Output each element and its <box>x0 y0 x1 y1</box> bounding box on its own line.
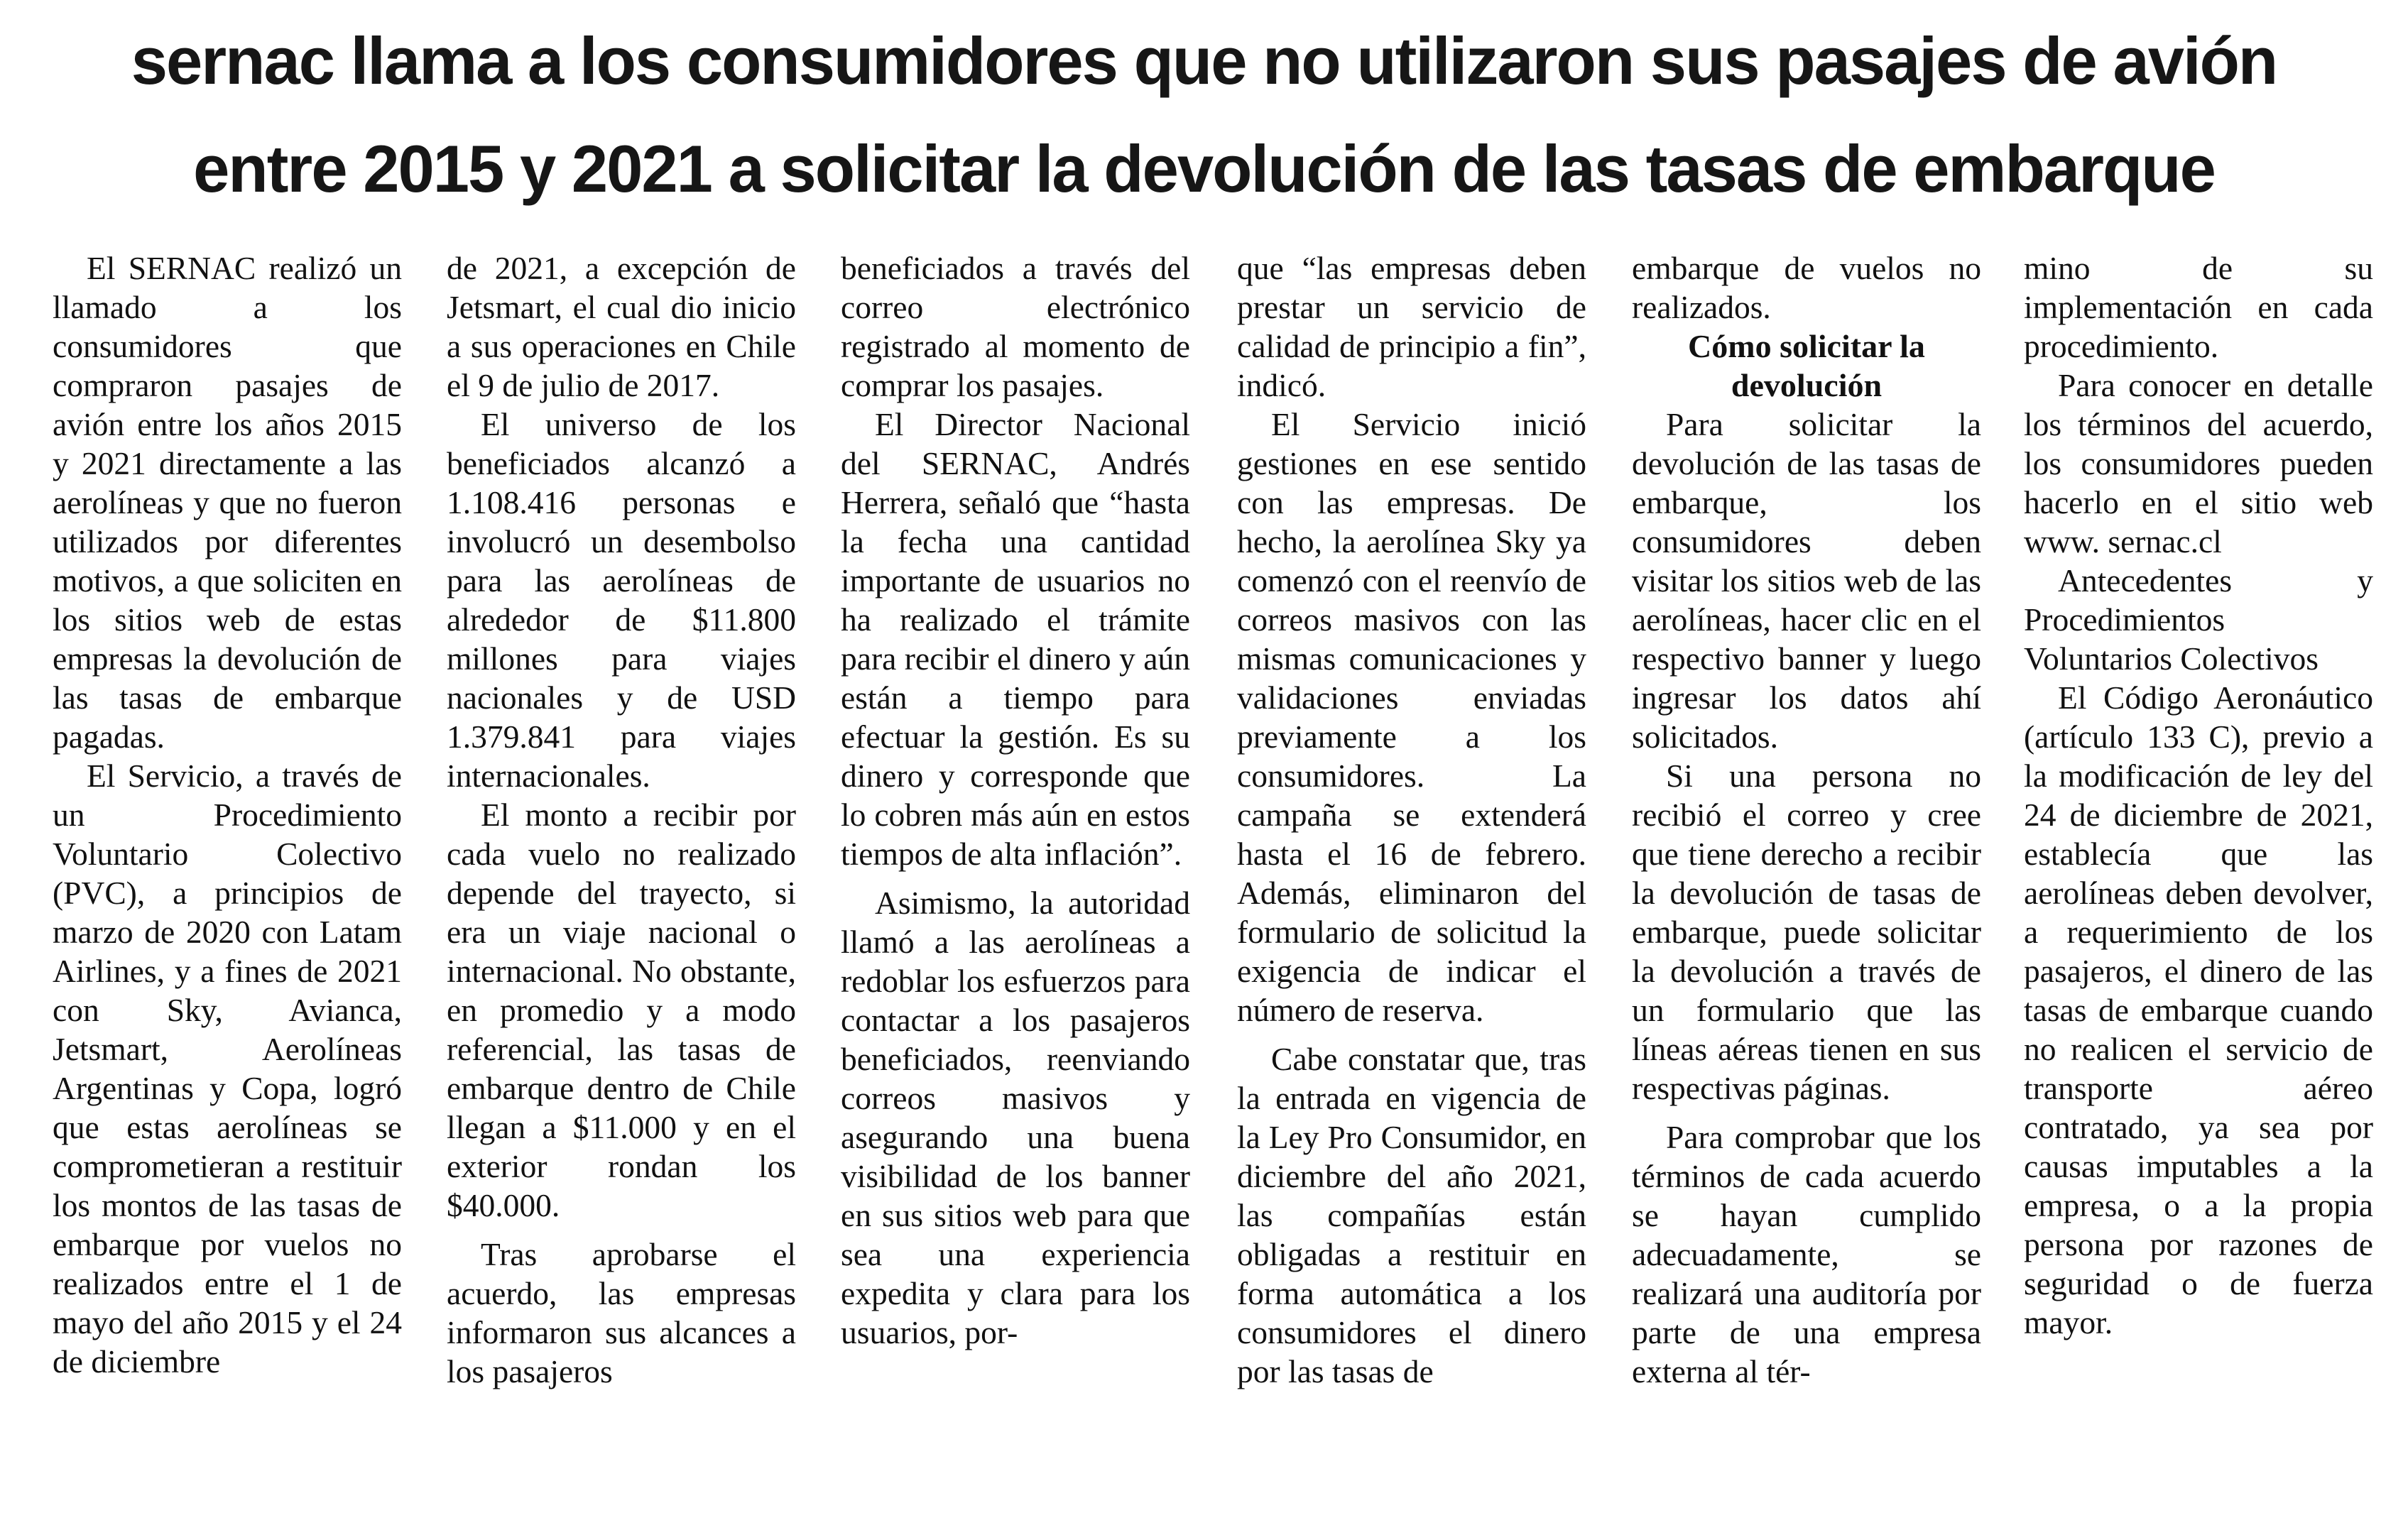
paragraph: Para comprobar que los términos de cada acuerdo se hayan cumplido adecuadamente, se realizará una auditoría por parte de una empresa externa al tér- <box>1632 1119 1981 1389</box>
paragraph-continued: beneficiados a través del correo electrónico registrado al momento de comprar los pasajes. <box>841 250 1190 403</box>
paragraph: Cabe constatar que, tras la entrada en vigencia de la Ley Pro Consumidor, en diciembre del año 2021, las compañías están obligadas a restituir en forma automática a los consumidores el dinero por las tasas de <box>1237 1041 1586 1389</box>
paragraph: El universo de los beneficiados alcanzó a 1.108.416 personas e involucró un desembolso para las aerolíneas de alrededor de $11.800 millones para viajes nacionales y de USD 1.379.841 para viajes internacionales. <box>447 406 796 794</box>
paragraph: Para solicitar la devolución de las tasas de embarque, los consumidores deben visitar los sitios web de las aerolíneas, hacer clic en el respectivo banner y luego ingresar los datos ahí solicitados. <box>1632 406 1981 755</box>
paragraph-continued: mino de su implementación en cada procedimiento. <box>2024 250 2373 364</box>
article-headline <box>57 7 2351 223</box>
paragraph: Asimismo, la autoridad llamó a las aerolíneas a redoblar los esfuerzos para contactar a los pasajeros beneficiados, reenviando correos masivos y asegurando una buena visibilidad de los banner en sus sitios web para que sea una experiencia expedita y clara para los usuarios, por- <box>841 885 1190 1350</box>
paragraph-continued: que “las empresas deben prestar un servicio de calidad de principio a fin”, indicó. <box>1237 250 1586 403</box>
paragraph: El monto a recibir por cada vuelo no realizado depende del trayecto, si era un viaje nacional o internacional. No obstante, en promedio y a modo referencial, las tasas de embarque dentro de Chile llegan a $11.000 y en el exterior rondan los $40.000. <box>447 797 796 1223</box>
paragraph: Tras aprobarse el acuerdo, las empresas informaron sus alcances a los pasajeros <box>447 1236 796 1389</box>
column-4 <box>1237 248 1586 1505</box>
column-5 <box>1632 248 1981 1505</box>
headline-line-2: entre 2015 y 2021 a solicitar la devolución de las tasas de embarque <box>193 131 2215 206</box>
paragraph-continued: embarque de vuelos no realizados. <box>1632 250 1981 325</box>
paragraph: Si una persona no recibió el correo y cree que tiene derecho a recibir la devolución de tasas de embarque, puede solicitar la devolución a través de un formulario que las líneas aéreas tienen en sus respectivas páginas. <box>1632 758 1981 1106</box>
article-body <box>53 248 2371 1505</box>
column-6 <box>2024 248 2373 1505</box>
paragraph: El Servicio, a través de un Procedimiento Voluntario Colectivo (PVC), a principios de marzo de 2020 con Latam Airlines, y a fines de 2021 con Sky, Avianca, Jetsmart, Aerolíneas Argentinas y Copa, logró que estas aerolíneas se comprometieran a restituir los montos de las tasas de embarque por vuelos no realizados entre el 1 de mayo del año 2015 y el 24 de diciembre <box>53 758 402 1380</box>
column-1 <box>53 248 402 1505</box>
paragraph-continued: de 2021, a excepción de Jetsmart, el cual dio inicio a sus operaciones en Chile el 9 de julio de 2017. <box>447 250 796 403</box>
headline-line-1: sernac llama a los consumidores que no utilizaron sus pasajes de avión <box>131 23 2277 98</box>
paragraph: Para conocer en detalle los términos del acuerdo, los consumidores pueden hacerlo en el sitio web www. sernac.cl <box>2024 367 2373 559</box>
section-subheading: Cómo solicitar la devolución <box>1688 328 1925 403</box>
paragraph: El SERNAC realizó un llamado a los consumidores que compraron pasajes de avión entre los años 2015 y 2021 directamente a las aerolíneas y que no fueron utilizados por diferentes motivos, a que soliciten en los sitios web de estas empresas la devolución de las tasas de embarque pagadas. <box>53 250 402 755</box>
paragraph: El Código Aeronáutico (artículo 133 C), previo a la modificación de ley del 24 de diciembre de 2021, establecía que las aerolíneas deben devolver, a requerimiento de los pasajeros, el dinero de las tasas de embarque cuando no realicen el servicio de transporte aéreo contratado, ya sea por causas imputables a la empresa, o a la propia persona por razones de seguridad o de fuerza mayor. <box>2024 679 2373 1340</box>
paragraph: El Director Nacional del SERNAC, Andrés Herrera, señaló que “hasta la fecha una cantidad importante de usuarios no ha realizado el trámite para recibir el dinero y aún están a tiempo para efectuar la gestión. Es su dinero y corresponde que lo cobren más aún en estos tiempos de alta inflación”. <box>841 406 1190 872</box>
column-2 <box>447 248 796 1505</box>
paragraph: El Servicio inició gestiones en ese sentido con las empresas. De hecho, la aerolínea Sky ya comenzó con el reenvío de correos masivos con las mismas comunicaciones y validaciones enviadas previamente a los consumidores. La campaña se extenderá hasta el 16 de febrero. Además, eliminaron del formulario de solicitud la exigencia de indicar el número de reserva. <box>1237 406 1586 1028</box>
paragraph: Antecedentes y Procedimientos Voluntarios Colectivos <box>2024 562 2373 677</box>
column-3 <box>841 248 1190 1505</box>
